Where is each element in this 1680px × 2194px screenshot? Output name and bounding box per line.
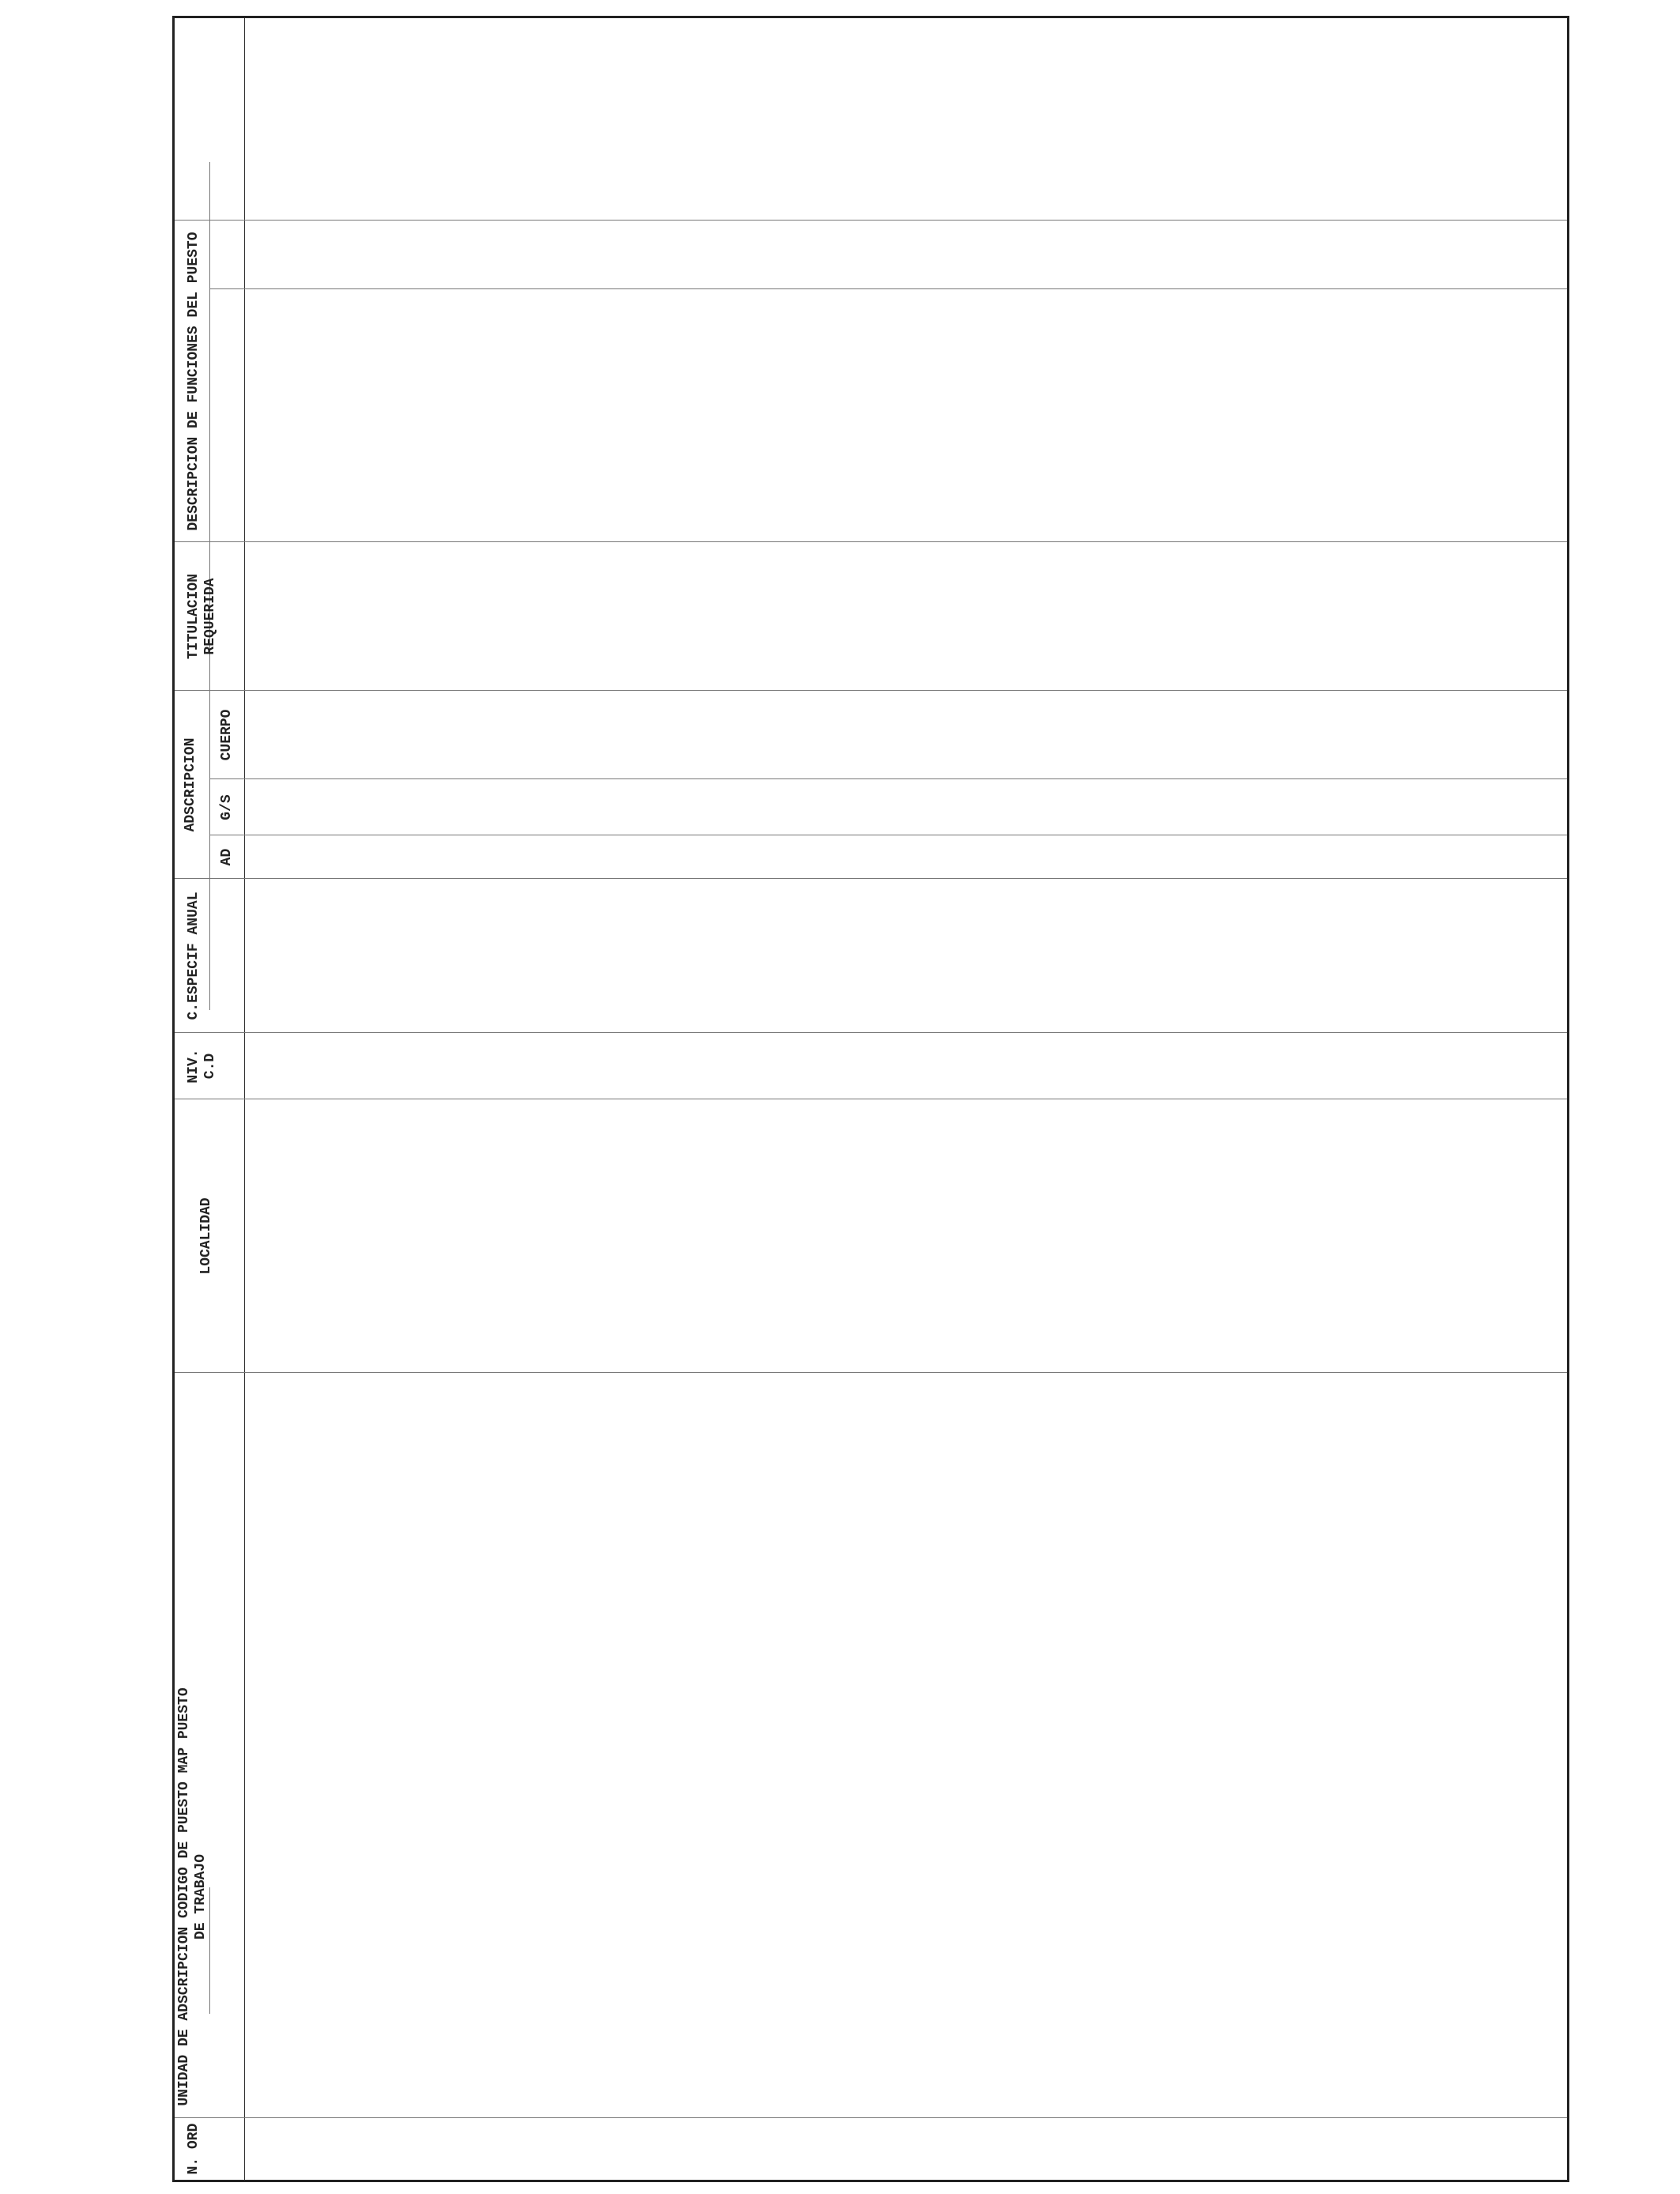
header-n-ord: N. ORD (186, 2123, 202, 2175)
header-nivel: NIV. C.D (186, 1049, 218, 1084)
table-frame (172, 16, 1569, 2182)
header-adscripcion: ADSCRIPCION (183, 737, 198, 832)
header-meritos (219, 0, 235, 221)
header-unidad: UNIDAD DE ADSCRIPCION CODIGO DE PUESTO MAP PUESTO DE TRABAJO (176, 1687, 209, 2106)
header-titulacion: TITULACION REQUERIDA (186, 573, 218, 660)
header-cuerpo: CUERPO (219, 709, 235, 761)
header-meritos-especificos (183, 0, 199, 221)
header-complemento: C.ESPECIF ANUAL (186, 892, 202, 1020)
header-ad: AD (219, 848, 235, 866)
header-gs: G/S (219, 794, 235, 820)
header-descripcion: DESCRIPCION DE FUNCIONES DEL PUESTO (186, 232, 202, 531)
header-localidad: LOCALIDAD (198, 1197, 214, 1275)
